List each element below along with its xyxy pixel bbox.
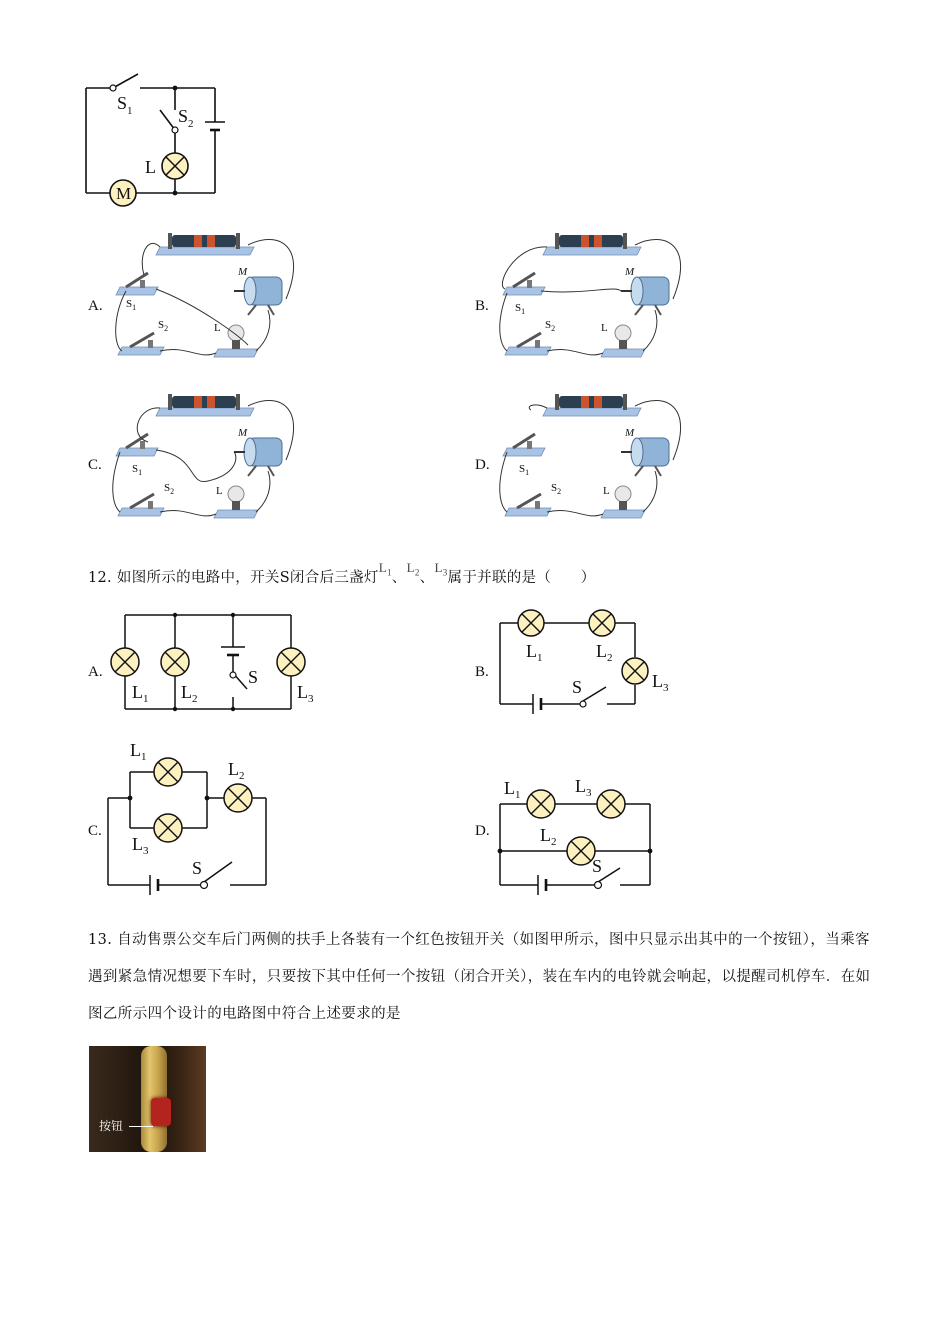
lamp-l3 [154, 814, 182, 842]
svg-text:L3: $L_3$ [297, 682, 314, 705]
bus-button-photo [89, 1046, 206, 1152]
svg-text:S2: $S_2$ [551, 482, 562, 496]
q12-option-b-letter: B. [475, 664, 489, 680]
q12-option-a-letter: A. [88, 664, 103, 680]
q11-option-c-drawing [108, 386, 308, 526]
photo-button-label: 按钮 [99, 1119, 124, 1133]
svg-text:S2: $S_2$ [545, 319, 556, 333]
lamp-l3 [597, 790, 625, 818]
lamp-l1 [518, 610, 544, 636]
q12-option-c-letter: C. [88, 823, 102, 839]
lamp-l3 [277, 648, 305, 676]
lamp-l3 [622, 658, 648, 684]
q12-option-b-diagram [490, 605, 690, 715]
switch-s2 [118, 333, 164, 355]
q12-option-c-diagram [100, 738, 300, 893]
svg-text:M: M [238, 427, 248, 439]
svg-text:S1: $S_1$ [519, 463, 530, 477]
top-s1-label: $S_1$ [117, 93, 133, 117]
battery-holder [156, 233, 254, 255]
top-lamp-label: L [145, 157, 156, 177]
svg-text:S1: $S_1$ [515, 302, 526, 316]
svg-text:L3: $L_3$ [652, 671, 669, 694]
q12-option-d-letter: D. [475, 823, 490, 839]
top-circuit-diagram [80, 60, 260, 210]
q11-option-c-letter: C. [88, 457, 102, 473]
lamp-l2 [567, 837, 595, 865]
svg-text:L: L [214, 322, 221, 334]
svg-text:L2: $L_2$ [181, 682, 198, 705]
top-motor-label: M [116, 184, 132, 203]
switch-s1 [116, 273, 158, 295]
svg-text:S1: $S_1$ [126, 298, 137, 312]
svg-text:L: L [216, 485, 223, 497]
svg-text:L2: $L_2$ [596, 641, 613, 664]
svg-text:S: S [248, 667, 259, 687]
q11-option-a-letter: A. [88, 298, 103, 314]
svg-text:M: M [238, 266, 248, 278]
svg-text:S: S [592, 856, 603, 876]
svg-text:L3: $L_3$ [132, 834, 149, 857]
lamp-l1 [154, 758, 182, 786]
svg-text:S: S [192, 858, 203, 878]
svg-text:S: S [572, 677, 583, 697]
q11-option-d-letter: D. [475, 457, 490, 473]
svg-text:M: M [625, 427, 635, 439]
svg-text:S2: $S_2$ [164, 482, 175, 496]
q13-stem: 13. 自动售票公交车后门两侧的扶手上各装有一个红色按钮开关（如图甲所示，图中只显示出其中的一个按钮），当乘客遇到紧急情况想要下车时，只要按下其中任何一个按钮（闭合开关），装在车内的电铃就会响起，以提醒司机停车．在如图乙所示四个设计的电路图中符合上述要求的是 [88, 932, 871, 1022]
q11-option-a-drawing [108, 225, 308, 365]
top-s2-label: $S_2$ [178, 106, 194, 130]
lamp-l1 [111, 648, 139, 676]
svg-text:M: M [625, 266, 635, 278]
lamp-l1 [527, 790, 555, 818]
motor [234, 277, 282, 315]
svg-text:S1: $S_1$ [132, 463, 143, 477]
q12-stem: 12. 如图所示的电路中，开关S闭合后三盏灯$L_1$、$L_2$、$L_3$属于并联的是（ ） [88, 560, 596, 586]
red-button-icon [151, 1098, 171, 1126]
lamp-l2 [224, 784, 252, 812]
svg-text:L2: $L_2$ [228, 759, 245, 782]
svg-text:S2: $S_2$ [158, 319, 169, 333]
svg-text:L2: $L_2$ [540, 825, 557, 848]
lamp-l2 [589, 610, 615, 636]
lamp-symbol [162, 153, 188, 179]
svg-text:L3: $L_3$ [575, 776, 592, 799]
q12-option-a-diagram [105, 605, 325, 715]
q11-option-b-letter: B. [475, 298, 489, 314]
svg-text:L1: $L_1$ [132, 682, 149, 705]
svg-text:L1: $L_1$ [504, 778, 521, 801]
svg-text:L: L [601, 322, 608, 334]
q11-option-b-drawing [495, 225, 695, 365]
q12-option-d-diagram [490, 772, 670, 897]
svg-text:L: L [603, 485, 610, 497]
q11-option-d-drawing [495, 386, 695, 526]
lamp-l2 [161, 648, 189, 676]
svg-text:L1: $L_1$ [130, 740, 147, 763]
svg-text:L1: $L_1$ [526, 641, 543, 664]
